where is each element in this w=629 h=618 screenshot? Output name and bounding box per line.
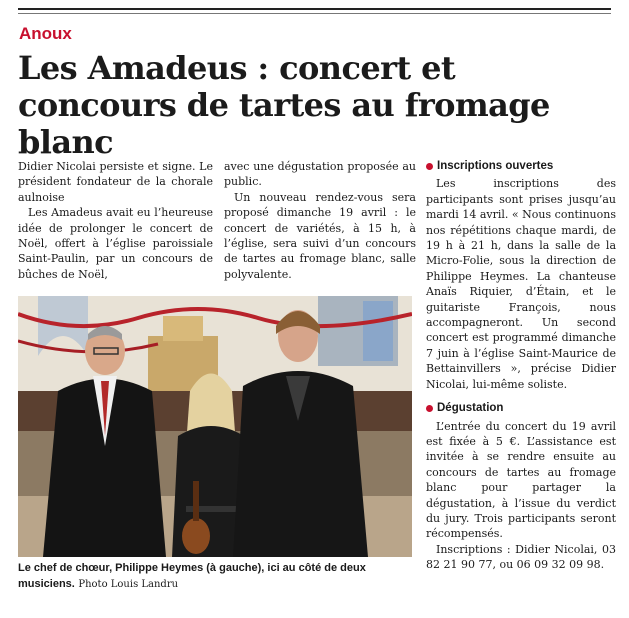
paragraph: avec une dégustation proposée au public. — [224, 160, 416, 189]
bullet-icon — [426, 163, 433, 170]
subheading-text: Inscriptions ouvertes — [437, 160, 554, 172]
paragraph: Un nouveau rendez-vous sera proposé dimanche 19 avril : le concert de variétés, à 15 h, à l’église, sera suivi d’un concours de tartes au fromage blanc, salle polyvalente. — [224, 190, 416, 281]
photo-credit: Photo Louis Landru — [78, 579, 179, 590]
subheading-degustation — [426, 401, 616, 416]
caption-text: Le chef de chœur, Philippe Heymes (à gauche), ici au côté de deux musiciens. — [18, 562, 366, 590]
contact-paragraph: Inscriptions : Didier Nicolai, 03 82 21 90 77, ou 06 09 32 09 98. — [426, 542, 616, 572]
section-label: Anoux — [19, 24, 72, 43]
photo-caption — [18, 560, 412, 592]
subheading-text: Dégustation — [437, 402, 504, 415]
paragraph: Les Amadeus avait eu l’heureuse idée de prolonger le concert de Noël, offert à l’église paroissiale Saint-Paulin, par un concours de bûches de Noël, — [18, 206, 213, 281]
photo-illustration — [18, 296, 412, 557]
top-rule — [18, 8, 611, 10]
paragraph: Les inscriptions des participants sont prises jusqu’au mardi 14 avril. « Nous continuons nos répétitions chaque mardi, de 19 h à 21 h, dans la salle de la Micro-Folie, sous la direction de Philippe Heymes. La chanteuse Anaïs Riquier, d’Étain, et le guitariste François, nous accompagneront. Un second concert est programmé dimanche 7 juin à l’église Saint-Maurice de Bettainvillers », précise Didier Nicolai, lui-même soliste. — [426, 177, 616, 391]
article-photo — [18, 296, 412, 557]
article-title: Les Amadeus : concert et concours de tartes au fromage blanc — [18, 49, 550, 161]
column-1 — [18, 159, 213, 282]
top-rule-thin — [18, 13, 611, 14]
paragraph: Didier Nicolai persiste et signe. Le président fondateur de la chorale aulnoise — [18, 160, 213, 204]
column-2 — [224, 159, 416, 282]
paragraph: L’entrée du concert du 19 avril est fixée à 5 €. L’assistance est invitée à se rendre ensuite au concours de tartes au fromage blanc pour partager la dégustation, à l’issue du verdict du jury. Trois participants seront récompensés. — [426, 419, 616, 541]
bullet-icon — [426, 405, 433, 412]
column-3 — [426, 159, 616, 573]
subheading-inscriptions — [426, 159, 616, 174]
